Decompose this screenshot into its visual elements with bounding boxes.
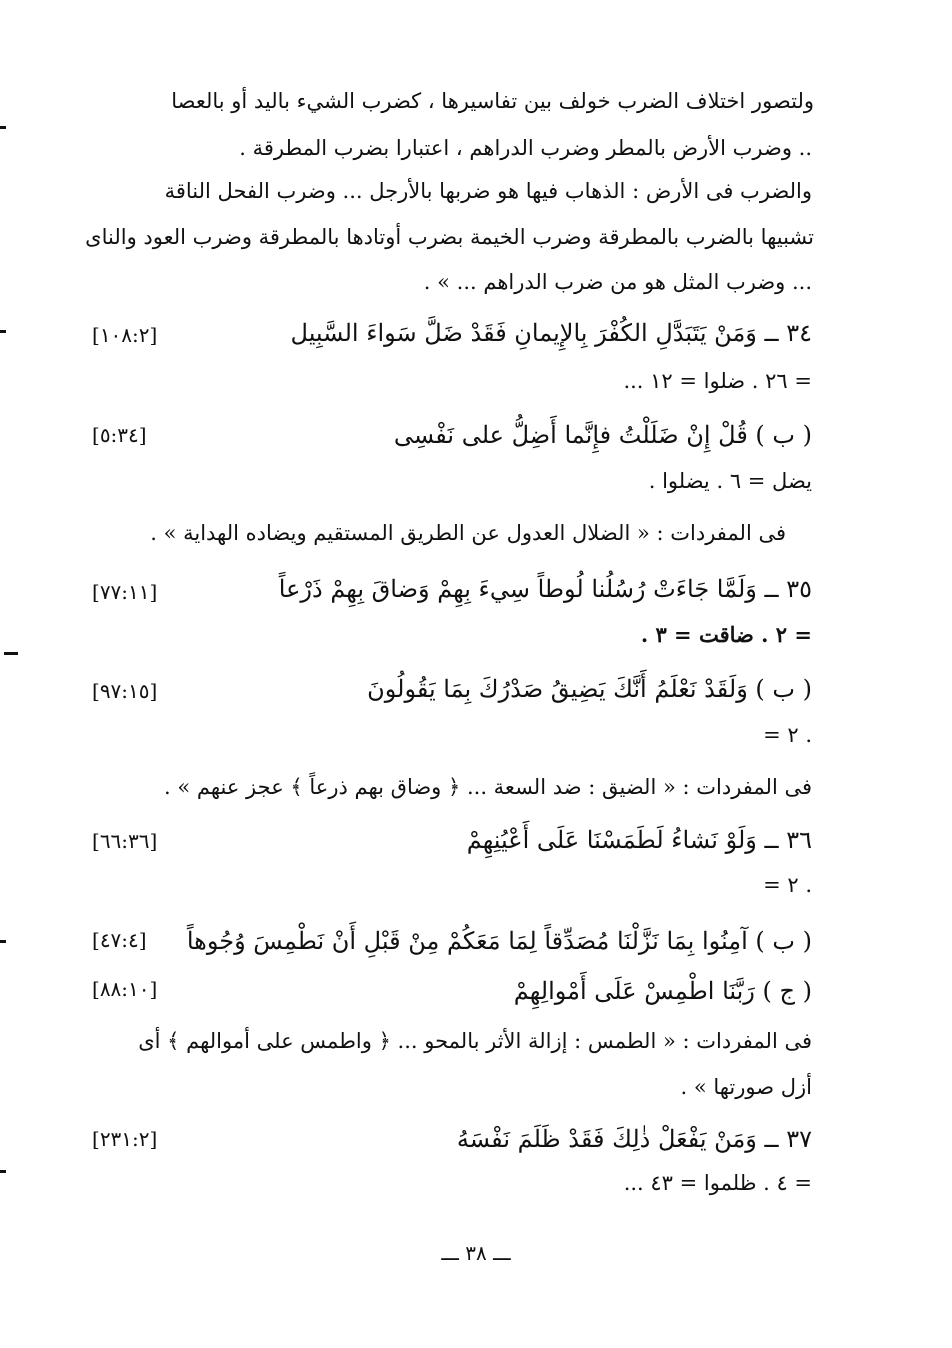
intro-line: تشبيها بالضرب بالمطرقة وضرب الخيمة بضرب أوتادها بالمطرقة وضرب العود والناى (85, 225, 814, 249)
verse-line: ٣٤ ــ وَمَنْ يَتَبَدَّلِ الكُفْرَ بِالإِيمانِ فَقَدْ ضَلَّ سَواءَ السَّبِيل (290, 319, 812, 347)
mufradat-note: فى المفردات : « الطمس : إزالة الأثر بالمحو ... ﴿ واطمس على أموالهم ﴾ أى (138, 1029, 812, 1053)
margin-mark (0, 126, 6, 129)
count-line: = ٢٦ . ضلوا = ١٢ ... (623, 369, 812, 393)
verse-reference: [٨٨:١٠] (92, 977, 158, 1001)
margin-mark (0, 330, 6, 333)
verse-line: ( ب ) آمِنُوا بِمَا نَزَّلْنَا مُصَدِّقاً لِمَا مَعَكُمْ مِنْ قَبْلِ أَنْ نَطْمِسَ وُجُوهاً (186, 927, 812, 955)
mufradat-note: أزل صورتها » . (680, 1075, 812, 1099)
margin-mark (4, 652, 18, 655)
mufradat-note: فى المفردات : « الضلال العدول عن الطريق المستقيم ويضاده الهداية » . (150, 521, 786, 545)
verse-reference: [٤٧:٤] (92, 928, 147, 952)
verse-reference: [٢٣١:٢] (92, 1127, 158, 1151)
verse-reference: [٥:٣٤] (92, 423, 147, 447)
count-line: = ٤ . ظلموا = ٤٣ ... (623, 1171, 812, 1195)
verse-reference: [٦٦:٣٦] (92, 829, 158, 853)
mufradat-note: فى المفردات : « الضيق : ضد السعة ... ﴿ وضاق بهم ذرعاً ﴾ عجز عنهم » . (163, 775, 812, 799)
verse-line: ٣٦ ــ وَلَوْ نَشاءُ لَطَمَسْنَا عَلَى أَعْيُنِهِمْ (466, 826, 812, 854)
count-line: يضل = ٦ . يضلوا . (648, 469, 812, 493)
verse-reference: [٩٧:١٥] (92, 679, 158, 703)
verse-line: ( ج ) رَبَّنَا اطْمِسْ عَلَى أَمْوالِهِمْ (513, 977, 812, 1005)
verse-line: ( ب ) قُلْ إِنْ ضَلَلْتُ فإِنَّما أَضِلُّ على نَفْسِى (393, 421, 812, 449)
page-number: ـــ ٣٨ ـــ (441, 1241, 511, 1265)
count-line: = ٢ . (763, 723, 812, 747)
intro-line: ولتصور اختلاف الضرب خولف بين تفاسيرها ، كضرب الشيء باليد أو بالعصا (171, 89, 814, 113)
count-line: = ٢ . ضاقت = ٣ . (640, 622, 812, 647)
verse-reference: [١٠٨:٢] (92, 323, 158, 347)
verse-line: ٣٥ ــ وَلَمَّا جَاءَتْ رُسُلُنا لُوطاً سِيءَ بِهِمْ وَضاقَ بِهِمْ ذَرْعاً (278, 575, 812, 603)
intro-line: والضرب فى الأرض : الذهاب فيها هو ضربها بالأرجل ... وضرب الفحل الناقة (164, 179, 812, 203)
margin-mark (0, 940, 6, 943)
verse-line: ( ب ) وَلَقَدْ نَعْلَمُ أَنَّكَ يَضِيقُ صَدْرُكَ بِمَا يَقُولُونَ (367, 675, 812, 703)
verse-line: ٣٧ ــ وَمَنْ يَفْعَلْ ذٰلِكَ فَقَدْ ظَلَمَ نَفْسَهُ (456, 1125, 812, 1153)
count-line: = ٢ . (763, 873, 812, 897)
verse-reference: [٧٧:١١] (92, 580, 158, 604)
intro-line: ... وضرب المثل هو من ضرب الدراهم ... » . (423, 270, 812, 294)
intro-line: .. وضرب الأرض بالمطر وضرب الدراهم ، اعتبارا بضرب المطرقة . (239, 136, 812, 160)
margin-mark (0, 1170, 6, 1173)
